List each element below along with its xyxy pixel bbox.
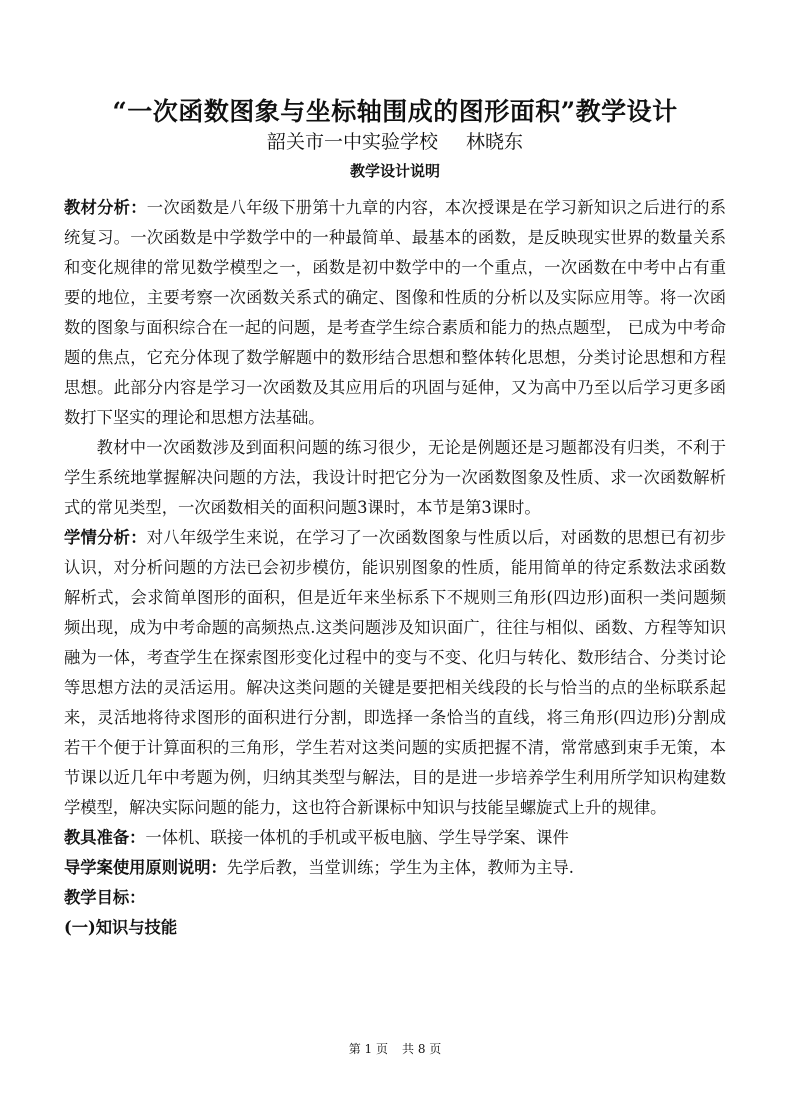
document-body	[64, 193, 726, 943]
tools-text: 一体机、联接一体机的手机或平板电脑、学生导学案、课件	[145, 828, 569, 847]
tools-label: 教具准备：	[64, 828, 146, 847]
school-name: 韶关市一中实验学校	[266, 131, 438, 153]
section-heading: 教学设计说明	[349, 162, 440, 180]
tools-paragraph	[64, 823, 726, 853]
student-label: 学情分析：	[64, 528, 147, 547]
page-total: 共 8 页	[402, 1042, 442, 1056]
guide-text: 先学后教，当堂训练；学生为主体，教师为主导.	[226, 858, 574, 877]
document-title: “一次函数图象与坐标轴围成的图形面积”教学设计	[112, 97, 678, 126]
goals-heading: 教学目标：	[64, 888, 146, 907]
goal-knowledge-heading: (一)知识与技能	[64, 918, 178, 937]
author-line	[0, 127, 790, 154]
author-name: 林晓东	[466, 131, 524, 153]
analysis-label: 教材分析：	[64, 198, 147, 217]
analysis-paragraph-2: 教材中一次函数涉及到面积问题的练习很少，无论是例题还是习题都没有归类，不利于学生系统地掌握解决问题的方法，我设计时把它分为一次函数图象及性质、求一次函数解析式的常见类型，一次函数相关的面积问题3课时，本节是第3课时。	[64, 438, 726, 517]
student-paragraph	[64, 523, 726, 823]
guide-paragraph	[64, 853, 726, 883]
analysis-paragraph	[64, 193, 726, 433]
page-footer	[0, 1040, 790, 1057]
page-number: 第 1 页	[348, 1042, 388, 1056]
guide-label: 导学案使用原则说明：	[64, 858, 227, 877]
analysis-text: 一次函数是八年级下册第十九章的内容，本次授课是在学习新知识之后进行的系统复习。一次函数是中学数学中的一种最简单、最基本的函数，是反映现实世界的数量关系和变化规律的常见数学模型之一，函数是初中数学中的一个重点，一次函数在中考中占有重要的地位，主要考察一次函数关系式的确定、图像和性质的分析以及实际应用等。将一次函数的图象与面积综合在一起的问题，是考查学生综合素质和能力的热点题型， 已成为中考命题的焦点，它充分体现了数学解题中的数形结合思想和整体转化思想，分类讨论思想和方程思想。此部分内容是学习一次函数及其应用后的巩固与延伸，又为高中乃至以后学习更多函数打下坚实的理论和思想方法基础。	[64, 198, 726, 427]
student-text: 对八年级学生来说，在学习了一次函数图象与性质以后，对函数的思想已有初步认识，对分析问题的方法已会初步模仿，能识别图象的性质，能用简单的待定系数法求函数解析式，会求简单图形的面积，但是近年来坐标系下不规则三角形(四边形)面积一类问题频频出现，成为中考命题的高频热点.这类问题涉及知识面广，往往与相似、函数、方程等知识融为一体，考查学生在探索图形变化过程中的变与不变、化归与转化、数形结合、分类讨论等思想方法的灵活运用。解决这类问题的关键是要把相关线段的长与恰当的点的坐标联系起来，灵活地将待求图形的面积进行分割，即选择一条恰当的直线，将三角形(四边形)分割成若干个便于计算面积的三角形，学生若对这类问题的实质把握不清，常常感到束手无策，本节课以近几年中考题为例，归纳其类型与解法，目的是进一步培养学生利用所学知识构建数学模型，解决实际问题的能力，这也符合新课标中知识与技能呈螺旋式上升的规律。	[64, 528, 726, 817]
